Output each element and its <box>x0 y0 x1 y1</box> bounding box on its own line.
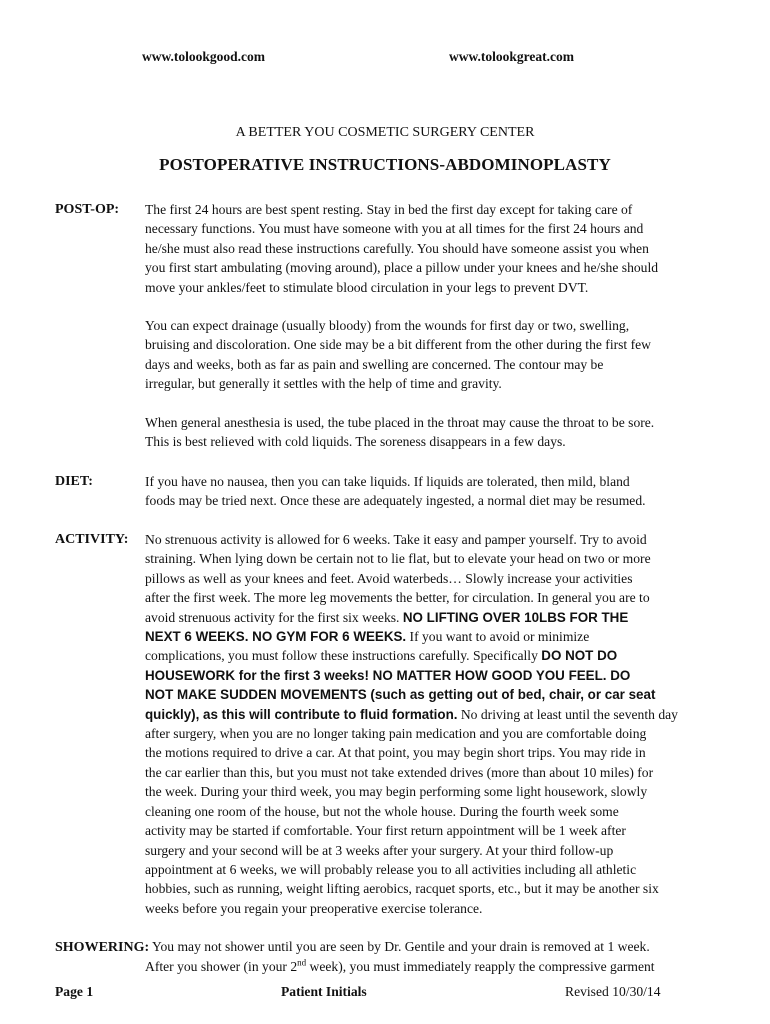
text-line: appointment at 6 weeks, we will probably release you to all activities including all athletic <box>145 861 637 877</box>
page-number: Page 1 <box>55 984 94 999</box>
text-line: pillows as well as your knees and feet. Avoid waterbeds… Slowly increase your activities <box>145 570 633 586</box>
header-link-right[interactable]: www.tolookgreat.com <box>449 49 574 64</box>
showering-line-2 <box>145 957 655 976</box>
text-line <box>145 608 725 627</box>
bold-warning: NO LIFTING OVER 10LBS FOR THE <box>402 609 629 625</box>
diet-label: DIET: <box>55 474 93 489</box>
text-line: after the first week. The more leg movements the better, for circulation. In general you are to <box>145 590 650 606</box>
plain-text: If you want to avoid or minimize <box>406 629 590 645</box>
text-line: activity may be started if comfortable. Your first return appointment will be 1 week after <box>145 823 626 839</box>
text-line: cleaning one room of the house, but not the whole house. During the fourth week some <box>145 803 619 819</box>
patient-initials: Patient Initials <box>281 984 367 999</box>
text-line: bruising and discoloration. One side may be a bit different from the other during the first few <box>145 337 651 353</box>
postop-paragraph-1 <box>145 200 725 297</box>
text-line: the week. During your third week, you may begin performing some light housework, slowly <box>145 784 648 800</box>
bold-warning: DO NOT DO <box>541 648 618 664</box>
text-line <box>145 666 725 685</box>
plain-text: complications, you must follow these instructions carefully. Specifically <box>145 648 542 664</box>
text-line: you first start ambulating (moving around), place a pillow under your knees and he/she should <box>145 260 659 276</box>
bold-warning: HOUSEWORK for the first 3 weeks! NO MATTER HOW GOOD YOU FEEL. DO <box>145 667 631 683</box>
text-line: the motions required to drive a car. At that point, you may begin short trips. You may ride in <box>145 745 646 761</box>
text-line: he/she must also read these instructions carefully. You should have someone assist you when <box>145 240 649 256</box>
plain-text: After you shower (in your 2 <box>145 959 298 974</box>
text-line: No strenuous activity is allowed for 6 weeks. Take it easy and pamper yourself. Try to avoid <box>145 532 647 547</box>
showering-label: SHOWERING: <box>55 940 150 955</box>
showering-line-1 <box>55 937 650 957</box>
text-line: The first 24 hours are best spent resting. Stay in bed the first day except for taking care of <box>145 202 633 217</box>
text-line: move your ankles/feet to stimulate blood circulation in your legs to prevent DVT. <box>145 279 589 295</box>
text-line: days and weeks, both as far as pain and swelling are concerned. The contour may be <box>145 356 604 372</box>
plain-text: No driving at least until the seventh day <box>457 706 678 722</box>
activity-paragraph <box>145 530 725 918</box>
header-link-left[interactable]: www.tolookgood.com <box>142 49 266 64</box>
plain-text: avoid strenuous activity for the first six weeks. <box>145 609 403 625</box>
page-title: POSTOPERATIVE INSTRUCTIONS-ABDOMINOPLASTY <box>159 155 611 174</box>
text-line: straining. When lying down be certain not to lie flat, but to elevate your head on two or more <box>145 551 651 567</box>
text-line <box>145 685 725 704</box>
bold-warning: quickly), as this will contribute to fluid formation. <box>145 706 458 722</box>
text-line <box>145 646 725 665</box>
center-name: A BETTER YOU COSMETIC SURGERY CENTER <box>235 125 535 140</box>
text-line: necessary functions. You must have someone with you at all times for the first 24 hours and <box>145 221 644 237</box>
activity-label: ACTIVITY: <box>55 532 129 547</box>
ordinal-suffix: nd <box>297 957 307 968</box>
plain-text: week), you must immediately reapply the compressive garment <box>306 959 655 974</box>
text-line: surgery and your second will be at 3 weeks after your surgery. At your third follow-up <box>145 842 614 858</box>
bold-warning: NEXT 6 WEEKS. NO GYM FOR 6 WEEKS. <box>145 629 407 645</box>
text-line: When general anesthesia is used, the tube placed in the throat may cause the throat to be sore. <box>145 415 655 430</box>
plain-text: You may not shower until you are seen by Dr. Gentile and your drain is removed at 1 week. <box>149 939 650 954</box>
text-line <box>145 627 725 646</box>
text-line: irregular, but generally it settles with the help of time and gravity. <box>145 376 502 392</box>
revised-date: Revised 10/30/14 <box>565 984 661 999</box>
postop-paragraph-2 <box>145 316 725 394</box>
diet-paragraph <box>145 472 725 511</box>
postop-paragraph-3 <box>145 413 725 452</box>
text-line: If you have no nausea, then you can take liquids. If liquids are tolerated, then mild, bland <box>145 474 630 489</box>
text-line: the car earlier than this, but you must not take extended drives (more than about 10 miles) for <box>145 764 654 780</box>
text-line: weeks before you regain your preoperative exercise tolerance. <box>145 900 483 916</box>
text-line: foods may be tried next. Once these are adequately ingested, a normal diet may be resumed. <box>145 493 646 509</box>
text-line: You can expect drainage (usually bloody) from the wounds for first day or two, swelling, <box>145 318 630 333</box>
text-line: after surgery, when you are no longer taking pain medication and you are comfortable doing <box>145 726 647 742</box>
text-line <box>145 705 725 724</box>
bold-warning: NOT MAKE SUDDEN MOVEMENTS (such as getting out of bed, chair, or car seat <box>145 687 656 703</box>
text-line: This is best relieved with cold liquids. The soreness disappears in a few days. <box>145 434 566 450</box>
text-line: hobbies, such as running, weight lifting aerobics, racquet sports, etc., but it may be another six <box>145 881 659 897</box>
postop-label: POST-OP: <box>55 202 120 217</box>
